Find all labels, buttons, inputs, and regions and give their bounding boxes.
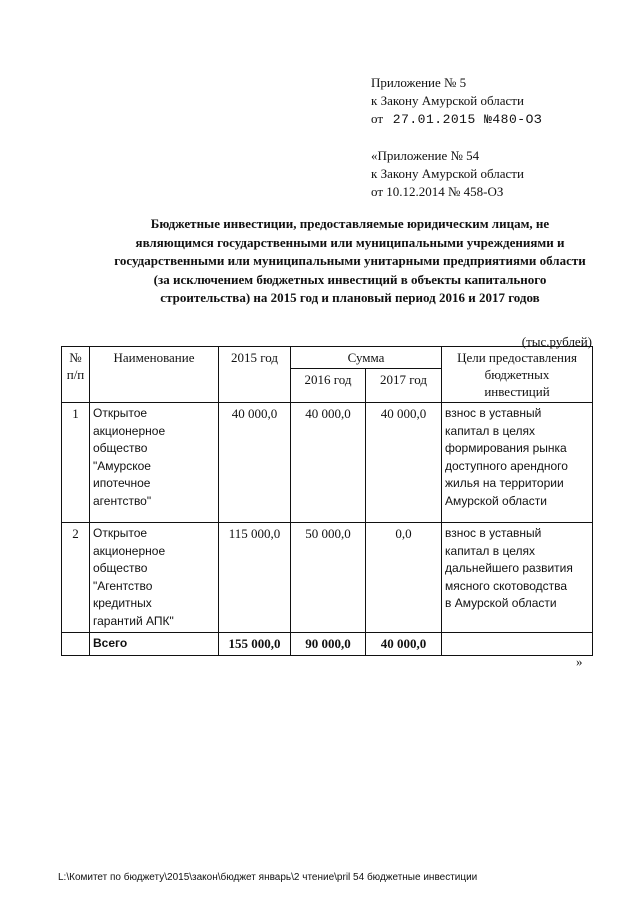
header-block (371, 74, 542, 201)
document-title (80, 215, 620, 308)
row-name-line: акционерное (93, 543, 166, 558)
row-number: 1 (62, 403, 90, 523)
header-goal (442, 347, 593, 403)
row-goal-line: доступного арендного (445, 458, 568, 473)
row-value-2017: 0,0 (366, 523, 442, 633)
footer-file-path: L:\Комитет по бюджету\2015\закон\бюджет январь\2 чтение\pril 54 бюджетные инвестиции (58, 872, 478, 883)
header-2015: 2015 год (219, 347, 291, 403)
row-name-line: кредитных (93, 596, 152, 610)
row-number: 2 (62, 523, 90, 633)
row-goal-line: капитал в целях (445, 543, 535, 558)
header-goal-line: инвестиций (484, 384, 550, 399)
appendix-law: к Закону Амурской области (371, 93, 524, 108)
row-goal-line: дальнейшего развития (445, 561, 573, 575)
header-number-line: № (69, 350, 82, 365)
row-goal-line: жилья на территории (445, 476, 564, 490)
table-row (62, 523, 593, 633)
row-name-line: гарантий АПК" (93, 613, 174, 628)
total-2017: 40 000,0 (366, 633, 442, 656)
row-name (90, 403, 219, 523)
row-name (90, 523, 219, 633)
title-line: являющимся государственными или муниципальными учреждениями и (135, 234, 565, 250)
row-value-2016: 50 000,0 (291, 523, 366, 633)
title-line: Бюджетные инвестиции, предоставляемые юридическим лицам, не (150, 216, 550, 231)
orig-appendix-number: «Приложение № 54 (371, 148, 480, 163)
header-2017: 2017 год (366, 369, 442, 403)
row-name-line: агентство" (93, 493, 152, 508)
row-value-2015: 115 000,0 (219, 523, 291, 633)
row-goal-line: взнос в уставный (445, 406, 542, 420)
appendix-date-stamp: 27.01.2015 №480-ОЗ (392, 112, 543, 127)
row-name-line: акционерное (93, 423, 166, 438)
appendix-date-label: от (371, 111, 384, 126)
header-number-line: п/п (66, 367, 85, 382)
row-value-2015: 40 000,0 (219, 403, 291, 523)
row-goal (442, 403, 593, 523)
header-name: Наименование (90, 347, 219, 403)
row-goal-line: формирования рынка (445, 441, 567, 455)
orig-appendix-date: от 10.12.2014 № 458-ОЗ (371, 184, 504, 199)
title-line: (за исключением бюджетных инвестиций в объекты капитального (153, 271, 547, 287)
appendix-number: Приложение № 5 (371, 75, 467, 90)
header-goal-line: Цели предоставления (457, 350, 577, 365)
row-name-line: общество (93, 561, 148, 575)
closing-quote: » (576, 654, 583, 669)
row-goal-line: мясного скотоводства (445, 578, 568, 593)
table-row (62, 403, 593, 523)
row-goal-line: капитал в целях (445, 423, 535, 438)
row-name-line: Открытое (93, 406, 148, 420)
total-2015: 155 000,0 (219, 633, 291, 656)
header-goal-line: бюджетных (484, 367, 550, 382)
investments-table (61, 346, 593, 656)
row-goal-line: Амурской области (445, 493, 547, 508)
total-row (62, 633, 593, 656)
total-goal (442, 633, 593, 656)
row-name-line: "Агентство (93, 578, 153, 593)
row-name-line: ипотечное (93, 476, 151, 490)
header-number (62, 347, 90, 403)
total-number (62, 633, 90, 656)
orig-appendix-law: к Закону Амурской области (371, 166, 524, 181)
header-2016: 2016 год (291, 369, 366, 403)
title-line: государственными или муниципальными унитарными предприятиями области (114, 253, 586, 268)
row-goal-line: взнос в уставный (445, 526, 542, 540)
row-value-2017: 40 000,0 (366, 403, 442, 523)
row-goal-line: в Амурской области (445, 596, 557, 610)
title-line: строительства) на 2015 год и плановый период 2016 и 2017 годов (160, 290, 540, 305)
units-label: (тыс.рублей) (521, 334, 592, 349)
total-label: Всего (90, 633, 219, 656)
row-goal (442, 523, 593, 633)
header-sum: Сумма (291, 347, 442, 369)
row-value-2016: 40 000,0 (291, 403, 366, 523)
appendix-date-line (371, 110, 542, 129)
row-name-line: Открытое (93, 526, 148, 540)
row-name-line: "Амурское (93, 458, 151, 473)
total-2016: 90 000,0 (291, 633, 366, 656)
row-name-line: общество (93, 441, 148, 455)
